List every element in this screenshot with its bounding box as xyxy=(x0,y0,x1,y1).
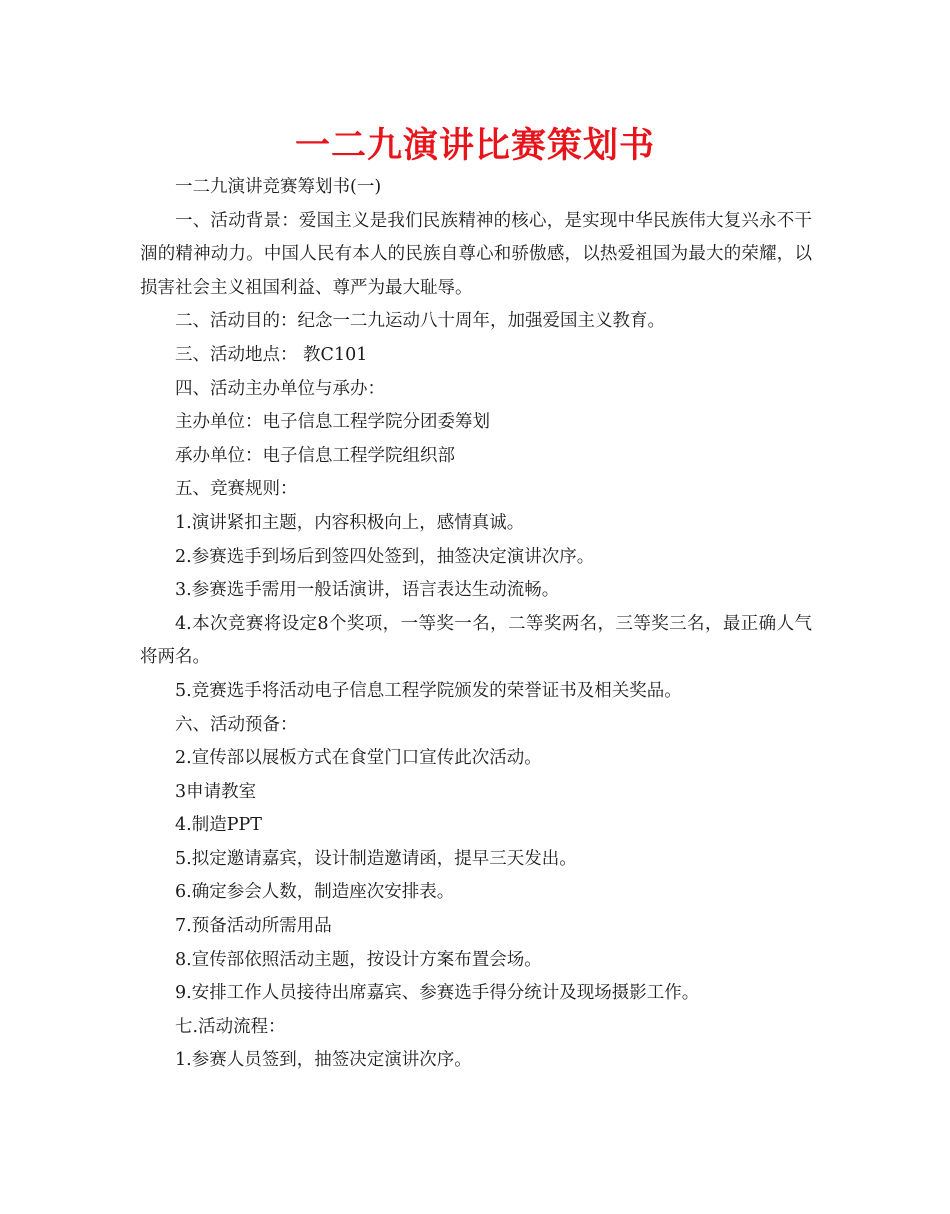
paragraph: 2.参赛选手到场后到签四处签到，抽签决定演讲次序。 xyxy=(175,546,595,567)
paragraph: 1.参赛人员签到，抽签决定演讲次序。 xyxy=(175,1050,472,1071)
paragraph: 9.安排工作人员接待出席嘉宾、参赛选手得分统计及现场摄影工作。 xyxy=(175,983,700,1004)
paragraph: 五、竞赛规则： xyxy=(175,479,298,500)
document-title: 一二九演讲比赛策划书 xyxy=(294,126,655,166)
document-body xyxy=(140,171,812,1078)
paragraph: 一二九演讲竞赛筹划书(一) xyxy=(175,177,382,197)
paragraph: 承办单位：电子信息工程学院组织部 xyxy=(175,445,455,466)
paragraph: 一、活动背景：爱国主义是我们民族精神的核心，是实现中华民族伟大复兴永不干涸的精神动力。中国人民有本人的民族自尊心和骄傲感，以热爱祖国为最大的荣耀，以损害社会主义祖国利益、尊严为最大耻辱。 xyxy=(140,210,812,298)
paragraph: 3.参赛选手需用一般话演讲，语言表达生动流畅。 xyxy=(175,580,560,601)
paragraph: 8.宣传部依照活动主题，按设计方案布置会场。 xyxy=(175,949,542,970)
paragraph: 5.拟定邀请嘉宾，设计制造邀请函，提早三天发出。 xyxy=(175,848,577,869)
paragraph: 二、活动目的：纪念一二九运动八十周年，加强爱国主义教育。 xyxy=(175,311,665,332)
paragraph: 四、活动主办单位与承办： xyxy=(175,378,385,399)
paragraph: 7.预备活动所需用品 xyxy=(175,916,332,937)
paragraph: 六、活动预备： xyxy=(175,714,298,735)
paragraph: 4.制造PPT xyxy=(175,815,262,836)
paragraph: 3申请教室 xyxy=(175,781,257,802)
paragraph: 4.本次竞赛将设定8个奖项，一等奖一名，二等奖两名，三等奖三名，最正确人气将两名。 xyxy=(140,613,812,668)
paragraph: 2.宣传部以展板方式在食堂门口宣传此次活动。 xyxy=(175,748,542,769)
paragraph: 6.确定参会人数，制造座次安排表。 xyxy=(175,882,455,903)
paragraph: 5.竞赛选手将活动电子信息工程学院颁发的荣誉证书及相关奖品。 xyxy=(175,680,682,701)
paragraph: 1.演讲紧扣主题，内容积极向上，感情真诚。 xyxy=(175,512,525,533)
paragraph: 七.活动流程： xyxy=(175,1016,286,1037)
paragraph: 主办单位：电子信息工程学院分团委筹划 xyxy=(175,412,490,433)
paragraph: 三、活动地点： 教C101 xyxy=(175,344,368,365)
